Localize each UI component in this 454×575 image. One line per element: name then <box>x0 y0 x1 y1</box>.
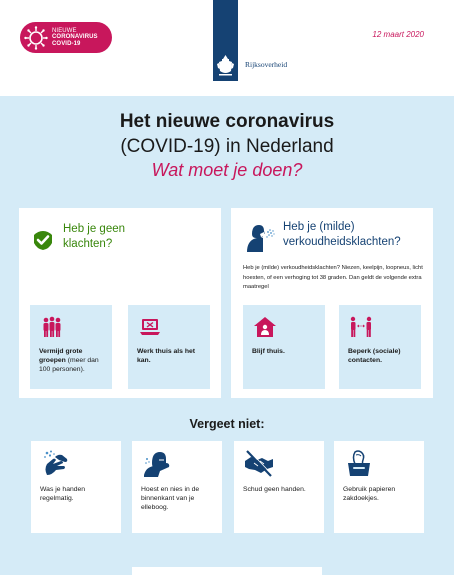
tile-avoid-groups-rest: (meer dan 100 personen). <box>39 357 99 373</box>
corona-badge <box>20 22 112 53</box>
page-subtitle: Wat moet je doen? <box>151 160 303 180</box>
card-no-handshake-text: Schud geen handen. <box>243 486 306 493</box>
badge-text <box>52 28 98 48</box>
wash-hands-icon <box>41 449 71 477</box>
tile-avoid-groups-bold: Vermijd grote groepen <box>39 348 83 364</box>
tile-stay-home-text <box>252 347 324 356</box>
tile-limit-contacts-bold: Beperk (sociale) contacten. <box>348 348 401 364</box>
card-cough-elbow-text: Hoest en nies in de binnenkant van je elleboog. <box>141 486 200 511</box>
group-icon <box>40 315 64 339</box>
tile-avoid-groups <box>30 305 112 389</box>
badge-line2: CORONAVIRUS <box>52 34 98 41</box>
mild-complaints-panel <box>231 208 433 398</box>
no-handshake-icon <box>244 449 274 477</box>
tile-stay-home <box>243 305 325 389</box>
vergeet-title: Vergeet niet: <box>189 417 265 431</box>
logo-bar <box>213 0 238 81</box>
logo-text: Rijksoverheid <box>245 60 288 69</box>
badge-line3: COVID-19 <box>52 40 81 47</box>
badge-line1: NIEUWE <box>52 27 77 34</box>
card-wash-hands-text: Was je handen regelmatig. <box>40 486 86 502</box>
rijksoverheid-emblem-icon <box>215 53 236 77</box>
virus-icon <box>24 26 48 50</box>
tile-work-home-text <box>137 347 209 365</box>
distance-icon <box>349 315 373 339</box>
mild-complaints-title-line1: Heb je (milde) <box>283 221 355 233</box>
bottom-card <box>132 567 322 575</box>
mild-complaints-title <box>283 220 401 250</box>
page-title: Het nieuwe coronavirus <box>119 111 335 132</box>
tissue-box-icon <box>344 449 374 477</box>
checkmark-icon <box>31 228 55 252</box>
mild-complaints-description: Heb je (milde) verkoudheidsklachten? Niezen, keelpijn, loopneus, licht hoesten, of een verhoging tot 38 graden. Dan geldt de volgende extra maatregel <box>243 265 423 290</box>
card-cough-elbow <box>132 441 222 533</box>
no-complaints-title-line1: Heb je geen <box>63 223 126 235</box>
card-no-handshake <box>234 441 324 533</box>
tile-limit-contacts <box>339 305 421 389</box>
sneezing-person-icon <box>243 220 277 254</box>
home-icon <box>253 315 277 339</box>
card-tissues <box>334 441 424 533</box>
page-title-line2: (COVID-19) in Nederland <box>120 136 334 157</box>
no-complaints-header <box>31 222 125 252</box>
date: 12 maart 2020 <box>372 30 424 39</box>
card-wash-hands <box>31 441 121 533</box>
mild-complaints-title-line2: verkoudheidsklachten? <box>283 236 401 248</box>
tile-work-home <box>128 305 210 389</box>
cough-elbow-icon <box>142 449 172 477</box>
no-complaints-title-line2: klachten? <box>63 238 113 250</box>
no-complaints-panel <box>19 208 221 398</box>
tile-avoid-groups-text <box>39 347 111 374</box>
tile-stay-home-bold: Blijf thuis. <box>252 348 285 355</box>
tile-limit-contacts-text <box>348 347 420 365</box>
mild-complaints-header <box>243 220 401 254</box>
card-tissues-text: Gebruik papieren zakdoekjes. <box>343 486 396 502</box>
tile-work-home-bold: Werk thuis als het kan. <box>137 348 196 364</box>
no-complaints-title <box>63 222 125 252</box>
laptop-icon <box>138 315 162 339</box>
